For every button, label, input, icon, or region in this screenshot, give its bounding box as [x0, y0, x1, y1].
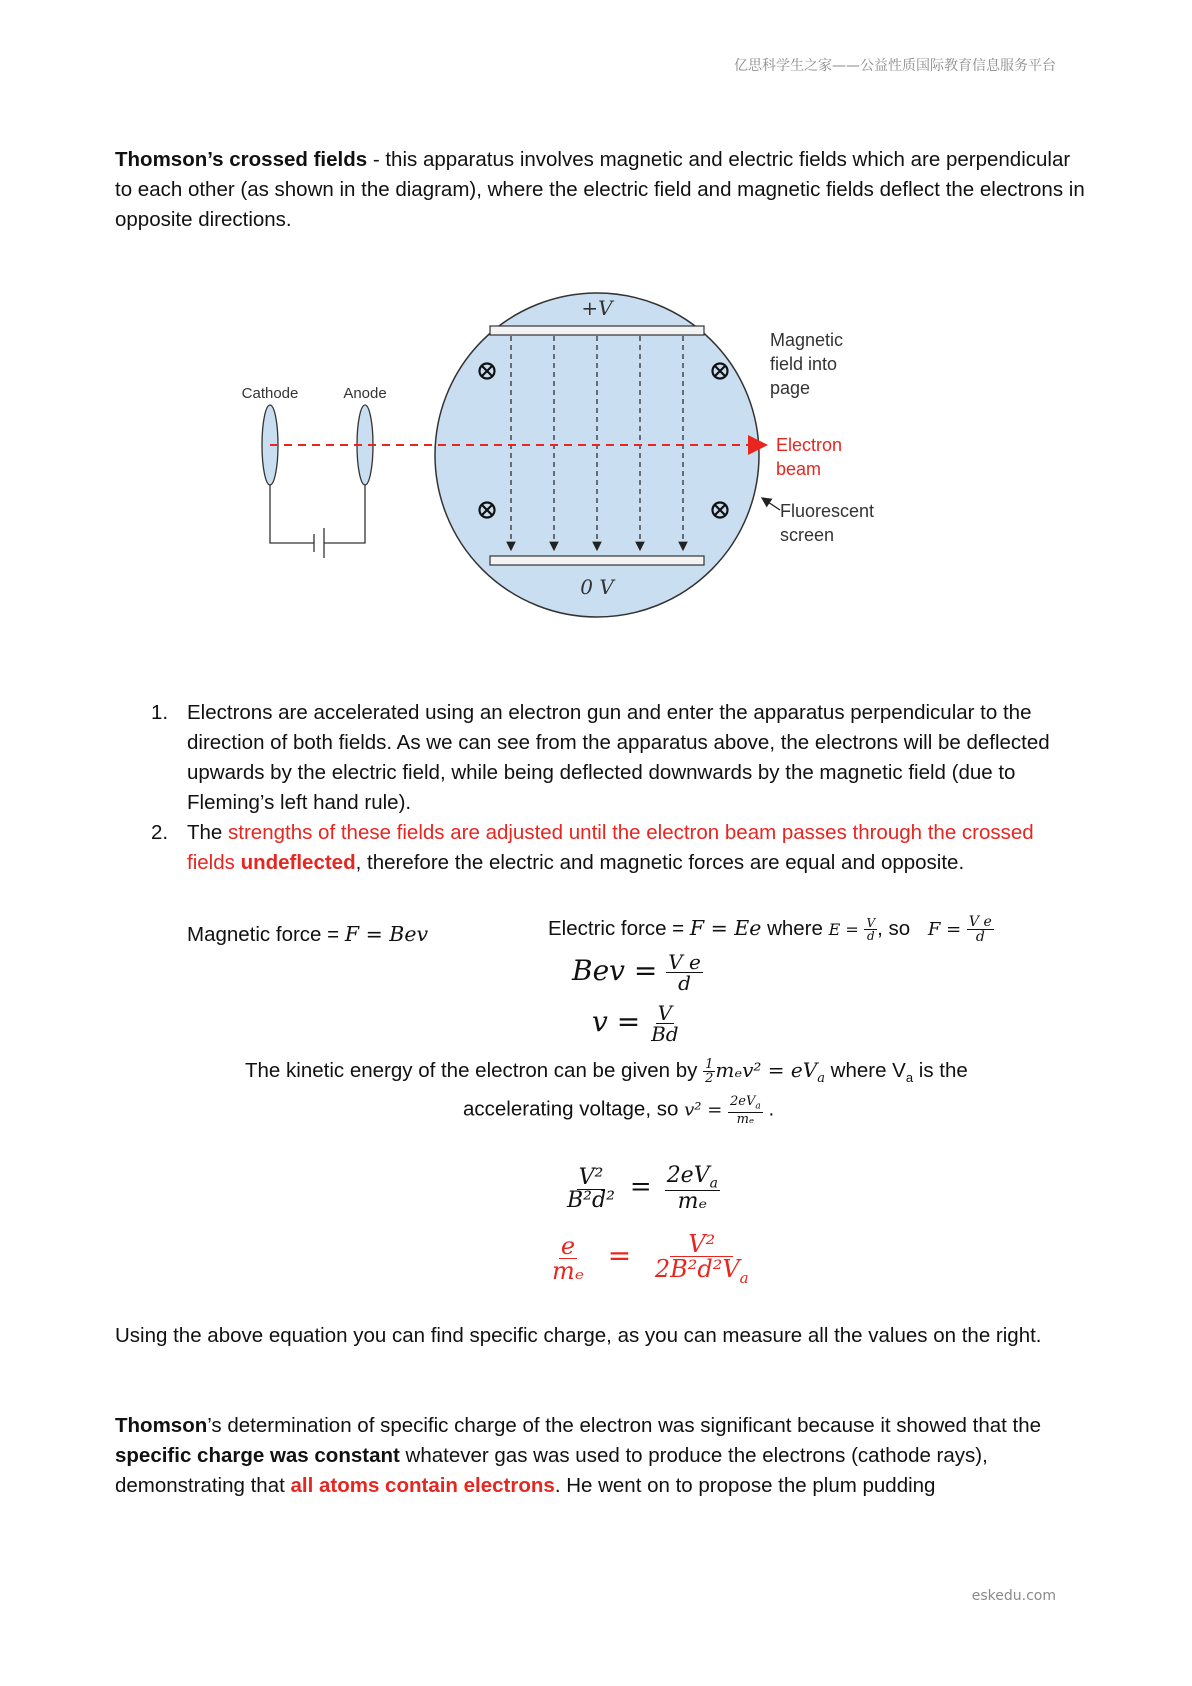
e-definition: E =: [828, 919, 859, 939]
so-text: , so: [877, 916, 911, 940]
v2-num-red: V²: [670, 1232, 733, 1257]
page-footer: eskedu.com: [971, 1588, 1056, 1604]
ke-tail: is the: [913, 1059, 968, 1082]
electric-force-label: Electric force =: [548, 916, 690, 940]
cathode-label: Cathode: [241, 385, 299, 402]
ve-over-d: [666, 952, 703, 993]
step-1-number: 1.: [151, 701, 169, 724]
step-1: [115, 698, 1085, 818]
thomson-apparatus-diagram: [230, 278, 910, 638]
kinetic-energy-text: The kinetic energy of the electron can be given by: [245, 1059, 698, 1082]
period: .: [768, 1097, 775, 1121]
magnetic-force-line: [187, 922, 428, 947]
all-atoms-bold: all atoms contain electrons: [290, 1474, 555, 1497]
steps-list: [115, 698, 1085, 878]
2b2d2va-den: [653, 1257, 751, 1286]
one-half: [703, 1058, 715, 1085]
v-num: V: [657, 1001, 673, 1025]
where-text: where: [761, 916, 829, 940]
screen-pointer: [762, 498, 780, 510]
two-den: 2: [705, 1071, 714, 1087]
kinetic-energy-line: [245, 1058, 968, 1086]
magnetic-force-label: Magnetic force =: [187, 923, 345, 946]
e-over-me: [550, 1232, 586, 1286]
step-2-number: 2.: [151, 821, 169, 844]
v2-num: V²: [578, 1164, 604, 1190]
equals-sign-red: =: [607, 1239, 632, 1273]
constant-bold: specific charge was constant: [115, 1444, 400, 1467]
beam-label-line2: beam: [776, 459, 822, 479]
d-den: d: [678, 971, 691, 995]
intro-paragraph: [115, 145, 1085, 235]
d-denominator: d: [866, 929, 875, 943]
magnetic-force-formula: F = Bev: [344, 922, 429, 946]
step-2: [115, 818, 1085, 878]
v-over-bd: [649, 1003, 681, 1044]
2b2d2va-sub: a: [739, 1268, 749, 1287]
step-2-text-a: The: [187, 821, 229, 844]
one-num: 1: [705, 1057, 714, 1073]
v-lhs: v =: [592, 1005, 641, 1038]
electric-force-line: [548, 915, 994, 944]
magnetic-label-line2: field into: [770, 354, 838, 374]
two-eva-num-large: [665, 1165, 720, 1191]
e-num: e: [560, 1232, 576, 1261]
top-plate: [490, 326, 704, 335]
step-2-text-b: , therefore the electric and magnetic forces are equal and opposite.: [355, 851, 965, 874]
2b2d2v: 2B²d²V: [654, 1255, 740, 1283]
thomson-bold: Thomson: [115, 1414, 208, 1437]
v2-over-2b2d2va: [653, 1232, 751, 1286]
bottom-plate: [490, 556, 704, 565]
two-eva-sub-large: a: [709, 1175, 718, 1192]
intro-title: Thomson’s crossed fields: [115, 148, 368, 171]
ve-num: V e: [668, 950, 701, 974]
d-denominator-2: d: [975, 929, 985, 945]
acc-text: accelerating voltage, so: [463, 1097, 679, 1121]
ke-formula: mₑv² = eV: [715, 1058, 818, 1082]
magnetic-label-line1: Magnetic: [770, 330, 844, 350]
equals-sign: =: [629, 1172, 652, 1203]
v-numerator: V: [866, 916, 876, 930]
velocity-equation: [592, 1003, 681, 1044]
two-eva-sub: a: [755, 1101, 761, 1112]
specific-charge-equation: [550, 1232, 751, 1286]
b2d2-den: B²d²: [567, 1187, 615, 1213]
significance-text-1: ’s determination of specific charge of the electron was significant because it showed that the: [207, 1414, 1042, 1437]
accelerating-voltage-line: [463, 1095, 774, 1126]
two-eva: 2eV: [730, 1094, 756, 1109]
page-header: 亿思科学生之家——公益性质国际教育信息服务平台: [734, 58, 1056, 74]
top-plate-label: +V: [581, 296, 613, 320]
f-equals: F =: [927, 918, 962, 940]
significance-text-3: . He went on to propose the plum pudding: [554, 1474, 936, 1497]
v-over-d-small: [864, 917, 877, 942]
screen-label-line2: screen: [780, 525, 835, 545]
ve-over-d-small: [967, 915, 994, 944]
step-2-highlight: strengths of these fields are adjusted until the electron beam passes through the crossed fields: [187, 821, 1034, 874]
intro-text: - this apparatus involves magnetic and electric fields which are perpendicular to each other (as shown in the diagram), where the electric field and magnetic fields deflect the electrons in opposite directions.: [115, 148, 1085, 231]
me-den-red: mₑ: [552, 1257, 585, 1286]
v2-over-b2d2: [565, 1164, 617, 1213]
two-eva-num: [728, 1095, 763, 1113]
screen-label-line1: Fluorescent: [780, 501, 875, 521]
circuit-battery: [270, 485, 365, 558]
bev-lhs: Bev =: [572, 954, 658, 987]
anode-label: Anode: [343, 385, 387, 402]
after-paragraph: Using the above equation you can find specific charge, as you can measure all the values on the right.: [115, 1324, 1042, 1347]
me-den-large: mₑ: [677, 1189, 708, 1215]
step-1-text: Electrons are accelerated using an electron gun and enter the apparatus perpendicular to the direction of both fields. As we can see from the apparatus above, the electrons will be deflected upwards by the electric field, while being deflected downwards by the magnetic field (due to Fleming’s left hand rule).: [187, 701, 1050, 814]
ke-where-sub: a: [905, 1070, 914, 1086]
ke-sub-a: a: [817, 1071, 825, 1087]
me-den: mₑ: [736, 1111, 755, 1127]
ve-numerator: V e: [968, 914, 992, 930]
electric-force-formula: F = Ee: [689, 915, 762, 940]
bottom-plate-label: 0 V: [580, 575, 614, 599]
significance-paragraph: [115, 1411, 1085, 1501]
significance-text-2: whatever gas was used to produce the electrons (cathode rays), demonstrating that: [115, 1444, 988, 1497]
combined-equation: [565, 1165, 720, 1213]
beam-label-line1: Electron: [776, 435, 843, 455]
two-eva-over-me-large: [665, 1165, 720, 1213]
v2-equals: v² =: [684, 1099, 723, 1121]
step-2-undeflected: undeflected: [240, 851, 356, 874]
bev-equation: [572, 952, 703, 993]
two-eva-large: 2eV: [666, 1163, 710, 1188]
bd-den: Bd: [651, 1022, 679, 1046]
magnetic-label-line3: page: [770, 378, 811, 398]
ke-where: where V: [830, 1059, 906, 1082]
two-eva-over-me: [728, 1095, 763, 1126]
